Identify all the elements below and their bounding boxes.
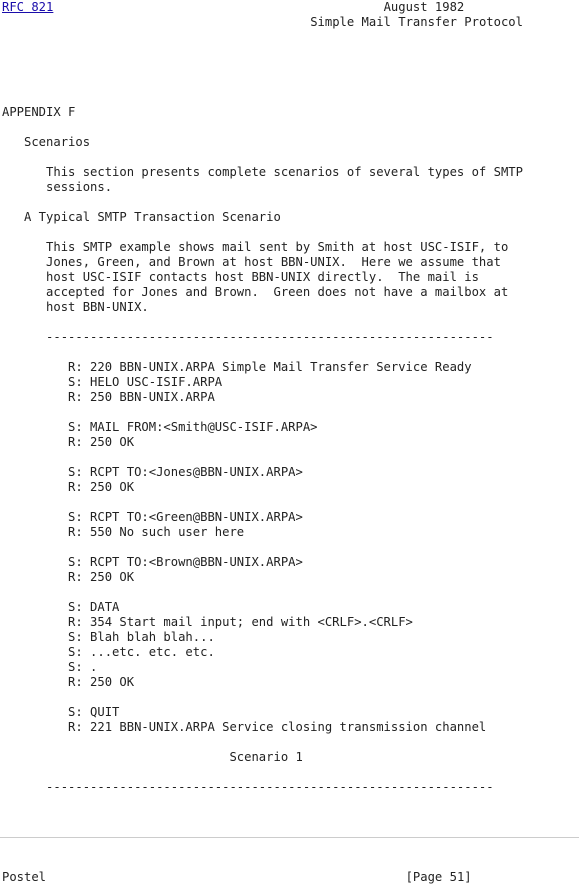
- text-line: S: RCPT TO:<Brown@BBN-UNIX.ARPA>: [2, 555, 303, 569]
- text-line: Jones, Green, and Brown at host BBN-UNIX. Here we assume that: [2, 255, 501, 269]
- text-line: [2, 195, 523, 210]
- text-line: Scenario 1: [2, 750, 303, 764]
- footer-line: [2, 870, 523, 885]
- text-line: [2, 450, 523, 465]
- text-line: R: 250 OK: [2, 435, 135, 449]
- text-line: S: ...etc. etc. etc.: [2, 645, 215, 659]
- text-line: [2, 540, 523, 555]
- footer-author: Postel: [2, 870, 47, 884]
- text-line: This SMTP example shows mail sent by Smith at host USC-ISIF, to: [2, 240, 509, 254]
- text-line: S: Blah blah blah...: [2, 630, 215, 644]
- text-line: S: MAIL FROM:<Smith@USC-ISIF.ARPA>: [2, 420, 318, 434]
- document-body: [2, 30, 523, 870]
- text-line: This section presents complete scenarios of several types of SMTP: [2, 165, 523, 179]
- text-line: [2, 735, 523, 750]
- header-line-1: [2, 0, 523, 15]
- text-line: [2, 690, 523, 705]
- header-title: Simple Mail Transfer Protocol: [310, 15, 523, 29]
- text-line: [2, 345, 523, 360]
- text-line: [2, 840, 523, 855]
- text-line: [2, 585, 523, 600]
- text-line: [2, 315, 523, 330]
- header-date: August 1982: [383, 0, 465, 14]
- text-line: -------------------------------------------------------------: [2, 330, 494, 344]
- text-line: [2, 150, 523, 165]
- text-line: sessions.: [2, 180, 113, 194]
- text-line: S: HELO USC-ISIF.ARPA: [2, 375, 223, 389]
- text-line: S: .: [2, 660, 98, 674]
- text-line: Scenarios: [2, 135, 91, 149]
- text-line: [2, 30, 523, 45]
- text-line: [2, 120, 523, 135]
- text-line: R: 250 OK: [2, 570, 135, 584]
- text-line: R: 354 Start mail input; end with <CRLF>.<CRLF>: [2, 615, 413, 629]
- text-line: host USC-ISIF contacts host BBN-UNIX directly. The mail is: [2, 270, 479, 284]
- rfc-document: [2, 0, 523, 885]
- text-line: R: 550 No such user here: [2, 525, 245, 539]
- text-line: [2, 45, 523, 60]
- text-line: R: 250 OK: [2, 675, 135, 689]
- text-line: S: RCPT TO:<Jones@BBN-UNIX.ARPA>: [2, 465, 303, 479]
- text-line: APPENDIX F: [2, 105, 76, 119]
- text-line: [2, 405, 523, 420]
- text-line: R: 250 OK: [2, 480, 135, 494]
- text-line: [2, 60, 523, 75]
- text-line: [2, 225, 523, 240]
- header-line-2: [2, 15, 523, 30]
- text-line: [2, 810, 523, 825]
- rfc-link[interactable]: RFC 821: [2, 0, 54, 14]
- header-gap-1: [53, 0, 383, 14]
- text-line: S: QUIT: [2, 705, 120, 719]
- text-line: A Typical SMTP Transaction Scenario: [2, 210, 281, 224]
- text-line: [2, 855, 523, 870]
- text-line: S: RCPT TO:<Green@BBN-UNIX.ARPA>: [2, 510, 303, 524]
- footer-rule: [0, 837, 579, 838]
- header-gap-2: [2, 15, 310, 29]
- text-line: R: 220 BBN-UNIX.ARPA Simple Mail Transfer Service Ready: [2, 360, 472, 374]
- text-line: [2, 495, 523, 510]
- text-line: host BBN-UNIX.: [2, 300, 149, 314]
- footer-page-number: [Page 51]: [405, 870, 472, 884]
- footer-gap: [46, 870, 406, 884]
- text-line: [2, 90, 523, 105]
- text-line: -------------------------------------------------------------: [2, 780, 494, 794]
- text-line: R: 221 BBN-UNIX.ARPA Service closing transmission channel: [2, 720, 487, 734]
- text-line: [2, 75, 523, 90]
- text-line: [2, 795, 523, 810]
- text-line: [2, 765, 523, 780]
- text-line: S: DATA: [2, 600, 120, 614]
- text-line: R: 250 BBN-UNIX.ARPA: [2, 390, 215, 404]
- text-line: accepted for Jones and Brown. Green does not have a mailbox at: [2, 285, 509, 299]
